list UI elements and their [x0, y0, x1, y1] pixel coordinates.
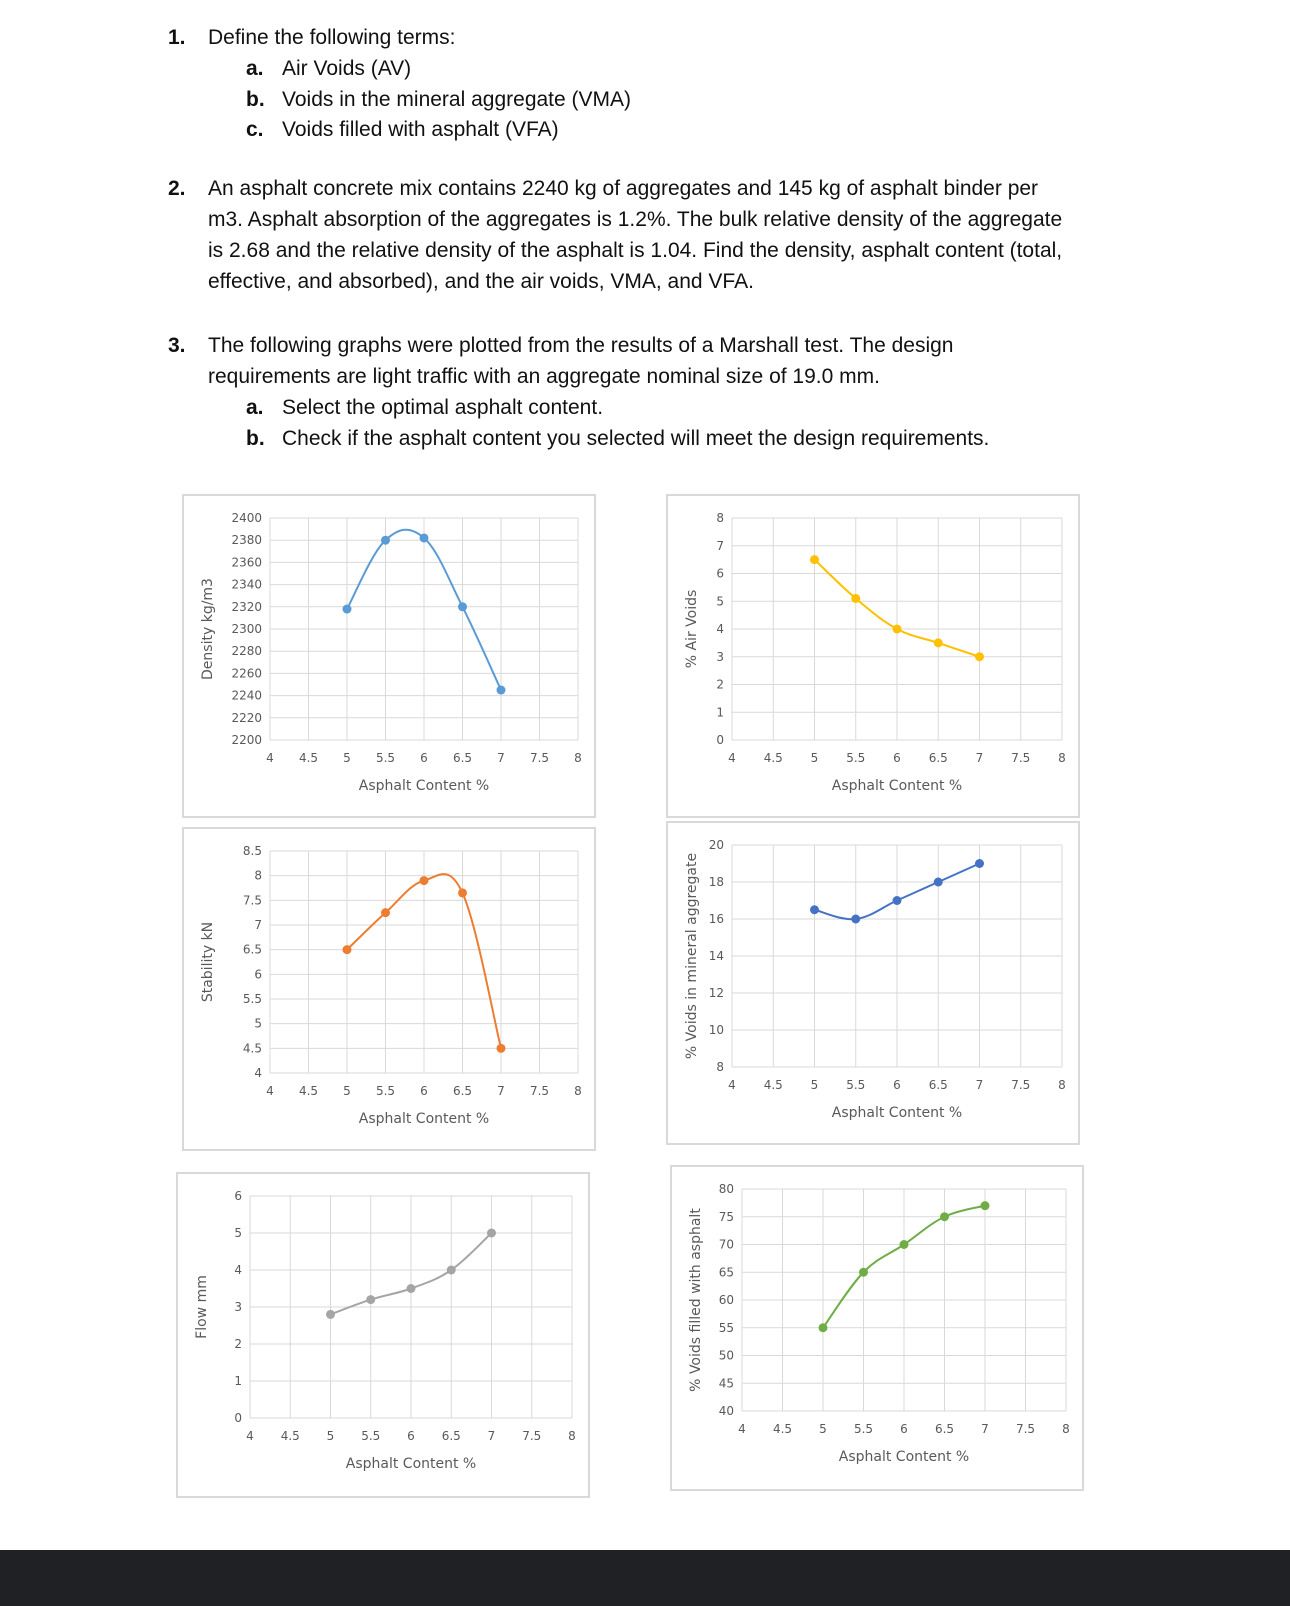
x-tick-label: 5	[819, 1422, 827, 1436]
x-tick-label: 4	[738, 1422, 746, 1436]
data-point	[381, 536, 390, 545]
data-point	[893, 896, 902, 905]
y-axis-title: % Air Voids	[684, 589, 700, 669]
x-tick-label: 6.5	[452, 1084, 473, 1098]
question-2-line: effective, and absorbed), and the air voids, VMA, and VFA.	[208, 270, 754, 293]
data-point	[326, 1310, 335, 1319]
y-tick-label: 2	[716, 677, 724, 692]
question-3-number: 3.	[168, 334, 186, 357]
data-point	[420, 876, 429, 885]
y-axis-title: Stability kN	[200, 921, 216, 1003]
y-tick-label: 40	[718, 1404, 734, 1418]
y-tick-label: 1	[234, 1374, 242, 1388]
y-tick-label: 2360	[231, 555, 262, 570]
y-tick-label: 6	[234, 1189, 242, 1203]
x-axis-title: Asphalt Content %	[358, 778, 490, 794]
x-tick-label: 6	[420, 1084, 428, 1098]
stability-chart	[182, 827, 596, 1151]
item-text: Voids filled with asphalt (VFA)	[282, 118, 559, 141]
item-text: Voids in the mineral aggregate (VMA)	[282, 88, 632, 111]
y-tick-label: 65	[718, 1265, 734, 1280]
x-tick-label: 5	[810, 1078, 819, 1092]
x-tick-label: 4	[728, 751, 736, 765]
y-tick-label: 4	[254, 1066, 262, 1080]
flow-chart-svg	[178, 1174, 592, 1500]
y-tick-label: 55	[718, 1320, 734, 1335]
y-tick-label: 45	[718, 1376, 734, 1391]
x-axis-title: Asphalt Content %	[831, 1105, 963, 1121]
y-axis-title: Flow mm	[194, 1275, 210, 1339]
air-voids-chart	[666, 494, 1080, 818]
y-tick-label: 8	[716, 511, 724, 525]
x-tick-label: 4	[246, 1429, 254, 1443]
y-tick-label: 6	[716, 566, 724, 581]
y-tick-label: 70	[718, 1237, 734, 1252]
data-point	[810, 905, 819, 914]
vma-chart	[666, 821, 1080, 1145]
x-tick-label: 7.5	[522, 1429, 542, 1443]
x-tick-label: 6	[420, 751, 428, 765]
data-point	[458, 602, 467, 611]
question-2-number: 2.	[168, 177, 186, 200]
question-2-line: is 2.68 and the relative density of the asphalt is 1.04. Find the density, asphalt content (total,	[208, 239, 1063, 262]
density-chart-svg	[184, 496, 598, 820]
y-tick-label: 4.5	[242, 1041, 262, 1056]
x-tick-label: 8	[574, 1084, 582, 1098]
y-tick-label: 4	[716, 622, 724, 636]
y-tick-label: 12	[708, 986, 724, 1000]
y-axis-title: Density kg/m3	[200, 578, 216, 680]
x-tick-label: 5	[810, 751, 819, 765]
x-tick-label: 6.5	[928, 1078, 948, 1092]
x-tick-label: 5.5	[846, 751, 866, 765]
air-voids-chart-svg	[668, 496, 1082, 820]
x-tick-label: 8	[574, 751, 582, 765]
x-tick-label: 7	[497, 751, 505, 765]
data-point	[900, 1240, 909, 1249]
x-tick-label: 6	[900, 1422, 908, 1436]
x-tick-label: 4.5	[298, 1084, 319, 1098]
y-tick-label: 14	[708, 949, 724, 963]
y-tick-label: 2400	[231, 511, 262, 525]
x-tick-label: 4	[266, 1084, 274, 1098]
x-tick-label: 5.5	[846, 1078, 866, 1092]
x-tick-label: 6.5	[934, 1422, 955, 1436]
y-tick-label: 18	[708, 875, 724, 889]
y-tick-label: 6	[254, 967, 262, 982]
question-2-line: m3. Asphalt absorption of the aggregates is 1.2%. The bulk relative density of the aggregate	[208, 208, 1063, 231]
item-letter: b.	[246, 427, 265, 450]
y-tick-label: 50	[718, 1348, 734, 1363]
data-point	[407, 1284, 416, 1293]
x-tick-label: 7	[975, 1078, 984, 1092]
question-1-item	[246, 84, 631, 115]
x-axis-title: Asphalt Content %	[831, 778, 963, 794]
vfa-chart	[670, 1165, 1084, 1491]
x-tick-label: 5	[343, 1084, 351, 1098]
item-text: Select the optimal asphalt content.	[282, 396, 604, 419]
item-text: Air Voids (AV)	[282, 57, 412, 80]
data-point	[975, 652, 984, 661]
y-tick-label: 6.5	[242, 942, 262, 957]
question-1-item	[246, 114, 559, 145]
question-1-number: 1.	[168, 26, 186, 49]
y-tick-label: 80	[718, 1182, 734, 1196]
x-tick-label: 4.5	[772, 1422, 793, 1436]
x-tick-label: 6.5	[441, 1429, 461, 1443]
x-tick-label: 8	[1058, 1078, 1066, 1092]
vma-chart-svg	[668, 823, 1082, 1147]
item-letter: b.	[246, 88, 265, 111]
x-axis-title: Asphalt Content %	[838, 1449, 970, 1465]
data-point	[859, 1268, 868, 1277]
question-3-line: The following graphs were plotted from the results of a Marshall test. The design	[208, 334, 954, 357]
data-point	[819, 1323, 828, 1332]
y-axis-title: % Voids in mineral aggregate	[684, 852, 700, 1060]
footer-bar	[0, 1550, 1290, 1606]
y-tick-label: 2220	[231, 710, 262, 725]
data-point	[420, 533, 429, 542]
item-letter: a.	[246, 57, 264, 80]
y-tick-label: 1	[716, 705, 724, 720]
density-chart	[182, 494, 596, 818]
y-tick-label: 2380	[231, 533, 262, 548]
x-axis-title: Asphalt Content %	[345, 1456, 477, 1472]
y-tick-label: 7.5	[242, 893, 262, 908]
data-point	[343, 605, 352, 614]
x-tick-label: 6	[893, 751, 901, 765]
question-3-item	[246, 392, 603, 423]
y-tick-label: 2320	[231, 599, 262, 614]
x-tick-label: 7.5	[1011, 751, 1031, 765]
data-point	[934, 878, 943, 887]
y-tick-label: 5	[716, 594, 724, 609]
x-tick-label: 8	[568, 1429, 576, 1443]
y-tick-label: 20	[708, 838, 724, 852]
question-2-line: An asphalt concrete mix contains 2240 kg of aggregates and 145 kg of asphalt binder per	[208, 177, 1039, 200]
x-tick-label: 8	[1062, 1422, 1070, 1436]
x-tick-label: 7	[981, 1422, 989, 1436]
item-text: Check if the asphalt content you selected will meet the design requirements.	[282, 427, 990, 450]
question-3-line: requirements are light traffic with an aggregate nominal size of 19.0 mm.	[208, 365, 880, 388]
question-3-item	[246, 423, 989, 454]
y-tick-label: 5	[254, 1016, 262, 1031]
data-point	[343, 945, 352, 954]
data-point	[851, 915, 860, 924]
x-tick-label: 5.5	[853, 1422, 874, 1436]
x-tick-label: 4	[266, 751, 274, 765]
y-tick-label: 75	[718, 1209, 734, 1224]
y-tick-label: 3	[234, 1300, 242, 1314]
x-tick-label: 6.5	[928, 751, 948, 765]
x-tick-label: 4.5	[763, 751, 783, 765]
data-point	[458, 888, 467, 897]
x-tick-label: 7.5	[1011, 1078, 1031, 1092]
y-tick-label: 0	[716, 733, 724, 747]
x-tick-label: 5.5	[375, 751, 396, 765]
x-tick-label: 5	[343, 751, 351, 765]
x-tick-label: 5.5	[375, 1084, 396, 1098]
x-tick-label: 7.5	[529, 751, 550, 765]
y-tick-label: 16	[708, 912, 724, 926]
x-tick-label: 7	[487, 1429, 496, 1443]
vfa-chart-svg	[672, 1167, 1086, 1493]
x-axis-title: Asphalt Content %	[358, 1111, 490, 1127]
y-tick-label: 8.5	[242, 844, 262, 858]
y-tick-label: 8	[716, 1060, 724, 1074]
y-tick-label: 0	[234, 1411, 242, 1425]
flow-chart	[176, 1172, 590, 1498]
y-tick-label: 7	[254, 918, 262, 932]
data-point	[497, 686, 506, 695]
question-1-item	[246, 53, 411, 84]
item-letter: c.	[246, 118, 264, 141]
x-tick-label: 4.5	[763, 1078, 783, 1092]
data-point	[851, 594, 860, 603]
y-tick-label: 2300	[231, 622, 262, 636]
y-tick-label: 3	[716, 649, 724, 664]
x-tick-label: 6	[893, 1078, 901, 1092]
data-point	[497, 1044, 506, 1053]
x-tick-label: 4.5	[280, 1429, 300, 1443]
x-tick-label: 7	[975, 751, 984, 765]
data-point	[975, 859, 984, 868]
x-tick-label: 4	[728, 1078, 736, 1092]
y-tick-label: 2260	[231, 666, 262, 681]
y-tick-label: 2340	[231, 577, 262, 592]
data-point	[381, 908, 390, 917]
y-tick-label: 2240	[231, 688, 262, 703]
data-point	[366, 1295, 375, 1304]
y-axis-title: % Voids filled with asphalt	[688, 1208, 704, 1392]
y-tick-label: 2200	[231, 733, 262, 747]
y-tick-label: 2	[234, 1337, 242, 1351]
x-tick-label: 5	[326, 1429, 335, 1443]
y-tick-label: 7	[716, 538, 724, 553]
data-point	[981, 1201, 990, 1210]
item-letter: a.	[246, 396, 264, 419]
x-tick-label: 6.5	[452, 751, 473, 765]
data-point	[447, 1266, 456, 1275]
y-tick-label: 5.5	[242, 992, 262, 1006]
y-tick-label: 2280	[231, 644, 262, 659]
data-point	[893, 625, 902, 634]
y-tick-label: 60	[718, 1293, 734, 1307]
data-point	[810, 555, 819, 564]
y-tick-label: 5	[234, 1226, 242, 1240]
x-tick-label: 7.5	[1015, 1422, 1036, 1436]
x-tick-label: 7	[497, 1084, 505, 1098]
y-tick-label: 4	[234, 1263, 242, 1277]
x-tick-label: 8	[1058, 751, 1066, 765]
data-point	[934, 638, 943, 647]
x-tick-label: 5.5	[361, 1429, 381, 1443]
data-point	[940, 1212, 949, 1221]
x-tick-label: 7.5	[529, 1084, 550, 1098]
x-tick-label: 4.5	[298, 751, 319, 765]
question-1-text: Define the following terms:	[208, 26, 456, 49]
y-tick-label: 10	[708, 1023, 724, 1037]
data-point	[487, 1229, 496, 1238]
stability-chart-svg	[184, 829, 598, 1153]
x-tick-label: 6	[407, 1429, 415, 1443]
y-tick-label: 8	[254, 868, 262, 883]
